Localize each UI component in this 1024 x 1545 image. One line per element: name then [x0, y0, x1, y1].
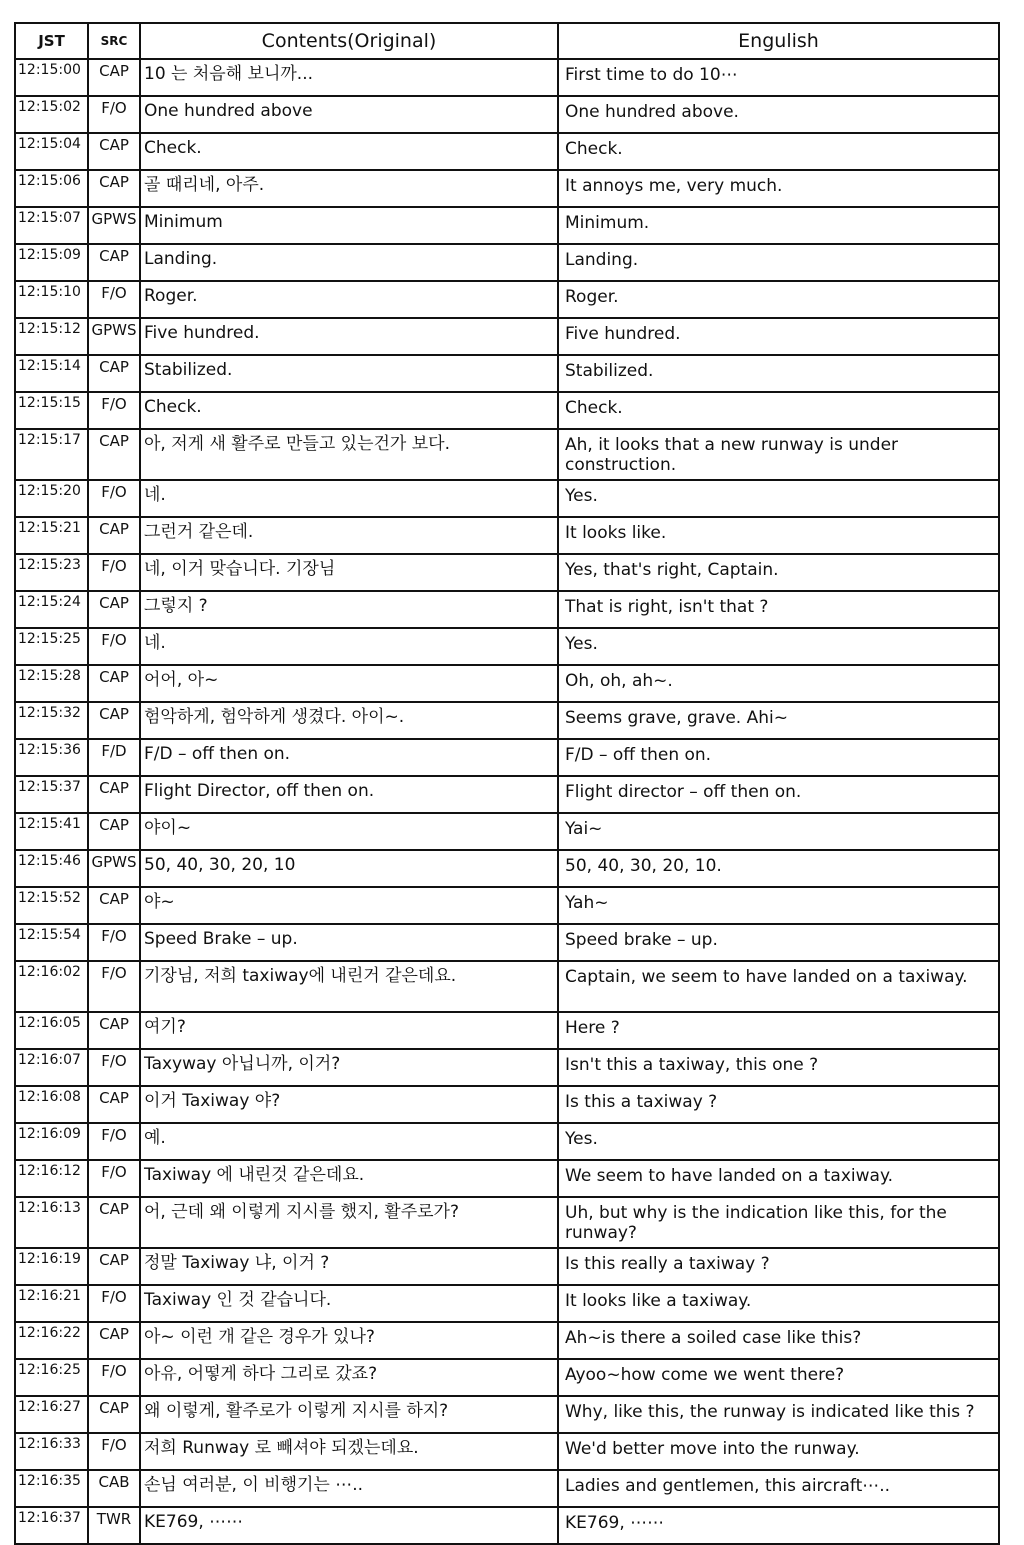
original-text-cell: 손님 여러분, 이 비행기는 ⋯..: [140, 1470, 558, 1507]
original-text-cell: Roger.: [140, 281, 558, 318]
table-row: [15, 739, 999, 776]
time-cell: 12:15:37: [15, 776, 88, 813]
english-text-cell: Captain, we seem to have landed on a taxiway.: [558, 961, 999, 1012]
source-cell: CAP: [88, 1086, 140, 1123]
source-cell: CAP: [88, 170, 140, 207]
time-cell: 12:15:07: [15, 207, 88, 244]
english-text-cell: Ah, it looks that a new runway is under construction.: [558, 429, 999, 480]
table-row: [15, 591, 999, 628]
table-row: [15, 59, 999, 96]
english-text-cell: Ayoo~how come we went there?: [558, 1359, 999, 1396]
original-text-cell: 기장님, 저희 taxiway에 내린거 같은데요.: [140, 961, 558, 1012]
english-text-cell: Yes.: [558, 480, 999, 517]
original-text-cell: One hundred above: [140, 96, 558, 133]
english-text-cell: Isn't this a taxiway, this one ?: [558, 1049, 999, 1086]
table-row: [15, 887, 999, 924]
table-row: [15, 517, 999, 554]
time-cell: 12:15:02: [15, 96, 88, 133]
source-cell: F/O: [88, 392, 140, 429]
original-text-cell: 험악하게, 험악하게 생겼다. 아이~.: [140, 702, 558, 739]
original-text-cell: Taxyway 아닙니까, 이거?: [140, 1049, 558, 1086]
table-row: [15, 429, 999, 480]
time-cell: 12:15:14: [15, 355, 88, 392]
time-cell: 12:15:36: [15, 739, 88, 776]
source-cell: CAP: [88, 59, 140, 96]
english-text-cell: Yes, that's right, Captain.: [558, 554, 999, 591]
english-text-cell: We seem to have landed on a taxiway.: [558, 1160, 999, 1197]
original-text-cell: KE769, ⋯⋯: [140, 1507, 558, 1544]
english-text-cell: Check.: [558, 133, 999, 170]
table-row: [15, 1359, 999, 1396]
table-row: [15, 1248, 999, 1285]
time-cell: 12:16:02: [15, 961, 88, 1012]
source-cell: F/O: [88, 1160, 140, 1197]
original-text-cell: 골 때리네, 아주.: [140, 170, 558, 207]
source-cell: F/O: [88, 628, 140, 665]
english-text-cell: One hundred above.: [558, 96, 999, 133]
header-src: SRC: [88, 23, 140, 59]
english-text-cell: Oh, oh, ah~.: [558, 665, 999, 702]
time-cell: 12:16:08: [15, 1086, 88, 1123]
original-text-cell: Speed Brake – up.: [140, 924, 558, 961]
table-row: [15, 961, 999, 1012]
english-text-cell: Is this a taxiway ?: [558, 1086, 999, 1123]
english-text-cell: It looks like a taxiway.: [558, 1285, 999, 1322]
english-text-cell: It annoys me, very much.: [558, 170, 999, 207]
source-cell: F/O: [88, 554, 140, 591]
original-text-cell: Stabilized.: [140, 355, 558, 392]
source-cell: CAP: [88, 517, 140, 554]
source-cell: GPWS: [88, 207, 140, 244]
table-row: [15, 1285, 999, 1322]
english-text-cell: Yes.: [558, 1123, 999, 1160]
table-row: [15, 1433, 999, 1470]
time-cell: 12:16:19: [15, 1248, 88, 1285]
source-cell: F/O: [88, 924, 140, 961]
time-cell: 12:16:33: [15, 1433, 88, 1470]
table-row: [15, 392, 999, 429]
original-text-cell: 야이~: [140, 813, 558, 850]
original-text-cell: 50, 40, 30, 20, 10: [140, 850, 558, 887]
english-text-cell: It looks like.: [558, 517, 999, 554]
time-cell: 12:15:24: [15, 591, 88, 628]
english-text-cell: 50, 40, 30, 20, 10.: [558, 850, 999, 887]
original-text-cell: 네.: [140, 480, 558, 517]
time-cell: 12:16:21: [15, 1285, 88, 1322]
english-text-cell: F/D – off then on.: [558, 739, 999, 776]
time-cell: 12:15:00: [15, 59, 88, 96]
time-cell: 12:16:22: [15, 1322, 88, 1359]
english-text-cell: Here ?: [558, 1012, 999, 1049]
source-cell: CAP: [88, 1248, 140, 1285]
original-text-cell: 야~: [140, 887, 558, 924]
english-text-cell: Landing.: [558, 244, 999, 281]
time-cell: 12:15:10: [15, 281, 88, 318]
table-row: [15, 281, 999, 318]
english-text-cell: Ah~is there a soiled case like this?: [558, 1322, 999, 1359]
table-row: [15, 207, 999, 244]
table-row: [15, 1012, 999, 1049]
header-row: [15, 23, 999, 59]
table-row: [15, 1396, 999, 1433]
english-text-cell: First time to do 10⋯: [558, 59, 999, 96]
header-original: Contents(Original): [140, 23, 558, 59]
table-row: [15, 1322, 999, 1359]
table-row: [15, 244, 999, 281]
header-english: Engulish: [558, 23, 999, 59]
transcript-table: [14, 22, 1000, 1545]
table-body: [15, 59, 999, 1544]
time-cell: 12:15:17: [15, 429, 88, 480]
table-row: [15, 170, 999, 207]
english-text-cell: Flight director – off then on.: [558, 776, 999, 813]
source-cell: F/O: [88, 1359, 140, 1396]
english-text-cell: Speed brake – up.: [558, 924, 999, 961]
english-text-cell: Ladies and gentlemen, this aircraft⋯..: [558, 1470, 999, 1507]
original-text-cell: Check.: [140, 133, 558, 170]
english-text-cell: KE769, ⋯⋯: [558, 1507, 999, 1544]
table-row: [15, 850, 999, 887]
time-cell: 12:16:37: [15, 1507, 88, 1544]
source-cell: CAP: [88, 1396, 140, 1433]
table-row: [15, 924, 999, 961]
source-cell: F/O: [88, 1123, 140, 1160]
source-cell: F/O: [88, 1285, 140, 1322]
table-row: [15, 133, 999, 170]
time-cell: 12:16:25: [15, 1359, 88, 1396]
original-text-cell: 어, 근데 왜 이렇게 지시를 했지, 활주로가?: [140, 1197, 558, 1248]
original-text-cell: 여기?: [140, 1012, 558, 1049]
source-cell: GPWS: [88, 318, 140, 355]
original-text-cell: F/D – off then on.: [140, 739, 558, 776]
original-text-cell: Flight Director, off then on.: [140, 776, 558, 813]
time-cell: 12:16:35: [15, 1470, 88, 1507]
original-text-cell: 그렇지 ?: [140, 591, 558, 628]
time-cell: 12:15:23: [15, 554, 88, 591]
time-cell: 12:15:41: [15, 813, 88, 850]
time-cell: 12:15:25: [15, 628, 88, 665]
english-text-cell: Yes.: [558, 628, 999, 665]
source-cell: CAP: [88, 665, 140, 702]
english-text-cell: Roger.: [558, 281, 999, 318]
source-cell: GPWS: [88, 850, 140, 887]
original-text-cell: 저희 Runway 로 빼셔야 되겠는데요.: [140, 1433, 558, 1470]
time-cell: 12:15:15: [15, 392, 88, 429]
time-cell: 12:15:04: [15, 133, 88, 170]
table-row: [15, 1197, 999, 1248]
time-cell: 12:15:52: [15, 887, 88, 924]
table-row: [15, 1470, 999, 1507]
original-text-cell: 아유, 어떻게 하다 그리로 갔죠?: [140, 1359, 558, 1396]
table-header: [15, 23, 999, 59]
table-row: [15, 96, 999, 133]
time-cell: 12:15:21: [15, 517, 88, 554]
time-cell: 12:15:12: [15, 318, 88, 355]
source-cell: F/O: [88, 961, 140, 1012]
original-text-cell: 예.: [140, 1123, 558, 1160]
english-text-cell: That is right, isn't that ?: [558, 591, 999, 628]
source-cell: CAP: [88, 813, 140, 850]
english-text-cell: Yai~: [558, 813, 999, 850]
time-cell: 12:15:46: [15, 850, 88, 887]
source-cell: F/O: [88, 480, 140, 517]
original-text-cell: 정말 Taxiway 냐, 이거 ?: [140, 1248, 558, 1285]
original-text-cell: Check.: [140, 392, 558, 429]
original-text-cell: 그런거 같은데.: [140, 517, 558, 554]
source-cell: CAP: [88, 244, 140, 281]
source-cell: F/O: [88, 96, 140, 133]
english-text-cell: Is this really a taxiway ?: [558, 1248, 999, 1285]
source-cell: F/D: [88, 739, 140, 776]
english-text-cell: Stabilized.: [558, 355, 999, 392]
source-cell: CAP: [88, 429, 140, 480]
table-row: [15, 1507, 999, 1544]
english-text-cell: Yah~: [558, 887, 999, 924]
original-text-cell: 아~ 이런 개 같은 경우가 있나?: [140, 1322, 558, 1359]
original-text-cell: 네, 이거 맞습니다. 기장님: [140, 554, 558, 591]
source-cell: TWR: [88, 1507, 140, 1544]
table-row: [15, 1086, 999, 1123]
source-cell: CAP: [88, 776, 140, 813]
table-row: [15, 480, 999, 517]
time-cell: 12:15:06: [15, 170, 88, 207]
english-text-cell: Why, like this, the runway is indicated like this ?: [558, 1396, 999, 1433]
original-text-cell: 네.: [140, 628, 558, 665]
source-cell: F/O: [88, 1433, 140, 1470]
table-row: [15, 813, 999, 850]
table-row: [15, 554, 999, 591]
original-text-cell: 10 는 처음해 보니까...: [140, 59, 558, 96]
time-cell: 12:16:12: [15, 1160, 88, 1197]
time-cell: 12:15:54: [15, 924, 88, 961]
english-text-cell: We'd better move into the runway.: [558, 1433, 999, 1470]
table-row: [15, 355, 999, 392]
source-cell: CAP: [88, 702, 140, 739]
transcript-sheet: [14, 22, 998, 1545]
original-text-cell: 어어, 아~: [140, 665, 558, 702]
english-text-cell: Seems grave, grave. Ahi~: [558, 702, 999, 739]
original-text-cell: 아, 저게 새 활주로 만들고 있는건가 보다.: [140, 429, 558, 480]
english-text-cell: Five hundred.: [558, 318, 999, 355]
source-cell: F/O: [88, 1049, 140, 1086]
table-row: [15, 1160, 999, 1197]
source-cell: CAP: [88, 1012, 140, 1049]
source-cell: CAP: [88, 133, 140, 170]
original-text-cell: 왜 이렇게, 활주로가 이렇게 지시를 하지?: [140, 1396, 558, 1433]
original-text-cell: Minimum: [140, 207, 558, 244]
table-row: [15, 1123, 999, 1160]
source-cell: F/O: [88, 281, 140, 318]
source-cell: CAP: [88, 1197, 140, 1248]
time-cell: 12:16:27: [15, 1396, 88, 1433]
table-row: [15, 665, 999, 702]
original-text-cell: Five hundred.: [140, 318, 558, 355]
table-row: [15, 702, 999, 739]
english-text-cell: Uh, but why is the indication like this, for the runway?: [558, 1197, 999, 1248]
time-cell: 12:15:09: [15, 244, 88, 281]
time-cell: 12:16:09: [15, 1123, 88, 1160]
time-cell: 12:16:13: [15, 1197, 88, 1248]
source-cell: CAP: [88, 1322, 140, 1359]
table-row: [15, 628, 999, 665]
english-text-cell: Minimum.: [558, 207, 999, 244]
original-text-cell: Landing.: [140, 244, 558, 281]
header-time: JST: [15, 23, 88, 59]
table-row: [15, 318, 999, 355]
english-text-cell: Check.: [558, 392, 999, 429]
source-cell: CAP: [88, 355, 140, 392]
original-text-cell: 이거 Taxiway 야?: [140, 1086, 558, 1123]
table-row: [15, 1049, 999, 1086]
source-cell: CAP: [88, 887, 140, 924]
time-cell: 12:16:07: [15, 1049, 88, 1086]
time-cell: 12:15:32: [15, 702, 88, 739]
time-cell: 12:15:20: [15, 480, 88, 517]
original-text-cell: Taxiway 에 내린것 같은데요.: [140, 1160, 558, 1197]
time-cell: 12:15:28: [15, 665, 88, 702]
table-row: [15, 776, 999, 813]
source-cell: CAB: [88, 1470, 140, 1507]
source-cell: CAP: [88, 591, 140, 628]
original-text-cell: Taxiway 인 것 같습니다.: [140, 1285, 558, 1322]
time-cell: 12:16:05: [15, 1012, 88, 1049]
